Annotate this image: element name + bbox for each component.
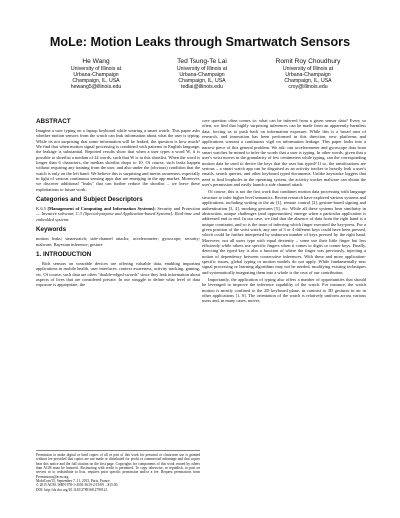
author-location: Champaign, IL, USA <box>284 78 332 85</box>
author-name: He Wang <box>82 58 110 65</box>
category-title: [Management of Computing and Information Systems]: <box>47 206 156 212</box>
body-paragraph: Importantly, the application of typing also offers a number of opportunities that should be leveraged to improve the inference capability of the watch. For instance, the watch motion is mostly confined to the 2D keyboard plane, in contrast to 3D gestures in air in other applications [1, 6]. The orientation of the watch is relatively uniform across various users and, in many cases, moves <box>202 276 366 304</box>
abstract-heading: ABSTRACT <box>36 118 71 125</box>
author-email: croy@illinois.edu <box>288 84 328 91</box>
author-name: Ted Tsung-Te Lai <box>177 58 227 65</box>
author-2 <box>150 58 254 90</box>
left-column <box>36 118 200 290</box>
intro-heading: 1. INTRODUCTION <box>36 250 92 258</box>
author-location: Champaign, IL, USA <box>178 78 226 85</box>
abstract-text: Imagine a user typing on a laptop keyboard while wearing a smart watch. This paper asks whether motion sensors from the watch can leak information about what the user is typing. While its not surprising that some information will be leaked, the question is how much? We find that when motion signal processing is combined with patterns in English language, the leakage is substantial. Reported results show that when a user types a word W, it is possible to shortlist a median of 24 words, such that W is in this shortlist. When the word is longer than 6 characters, the median shortlist drops to 10. Of course, such leaks happen without requiring any training from the user, and also under the (obvious) condition that the watch is only on the left hand. We believe this is surprising and merits awareness, especially in light of various continuous sensing apps that are emerging in the app market. Moreover, we discover additional "leaks" that can further reduce the shortlist – we leave these exploitations to future work. <box>36 128 200 192</box>
keywords-heading: Keywords <box>36 226 67 234</box>
footnote-venue: MobiCom'15, September 7–11, 2015, Paris, France. <box>36 479 111 484</box>
author-email: tedlai@illinois.edu <box>181 84 223 91</box>
author-org: Urbana-Champaign <box>73 72 119 79</box>
categories-text <box>36 206 200 222</box>
category-detail: Security and Protection — Invasive software; <box>36 206 201 217</box>
author-org: Urbana-Champaign <box>285 72 331 79</box>
author-affiliation: University of Illinois at <box>70 66 122 72</box>
copyright-footnote <box>36 450 200 492</box>
category-subject: C.3 [Special-purpose and Application-based Systems]: Real-time and embedded systems <box>36 211 201 222</box>
author-block <box>44 58 360 90</box>
categories-heading: Categories and Subject Descriptors <box>36 196 143 204</box>
author-org: Urbana-Champaign <box>179 72 225 79</box>
author-name: Romit Roy Choudhury <box>275 58 341 65</box>
author-email: hewang5@illinois.edu <box>70 84 122 91</box>
intro-paragraph: Rich sensors on wearable devices are offering valuable data, enabling important applications in mobile health, user interfaces, context awareness, activity tracking, gaming, etc. Of course, such data are often "double-edged swords" since they leak information about aspects of lives that are considered private. In our struggle to define what level of data exposure is appropriate, the <box>36 260 200 288</box>
author-1 <box>44 58 148 90</box>
author-location: Champaign, IL, USA <box>72 78 120 85</box>
body-paragraph: Of course, this is not the first work that combines motion data processing with language structure to infer higher level semantics. Recent research have explored various systems and applications, including writing in the air [1], remote control [2], gesture-based signing and authentication [3, 4], smoking gestures [5], etc. While all these systems bear similarity in abstraction, unique challenges (and opportunities) emerge when a particular application is addressed end to end. In our case, we find that the absence of data from the right hand is a unique constraint, and so is the issue of inferring which finger executed the key-press. For a given position of the wrist watch, any one of 3 or 4 different keys could have been pressed, which could be further interpreted by unknown number of keys pressed by the right hand. Moreover, not all users type with equal dexterity – some use their little finger but less efficiently while others use specific fingers when it comes to digits or corner keys. Finally, detecting the typed key is also a function of where the finger was previously, injecting a notion of dependency between consecutive inferences. With these and more application-specific issues, global typing or motion models do not apply. While fundamentally new signal processing or learning algorithms may not be needed, modifying existing techniques and systematically integrating them into a whole is the crux of our contribution. <box>202 189 366 275</box>
footnote-permission: Permission to make digital or hard copies of all or part of this work for personal or classroom use is granted without fee provided that copies are not made or distributed for profit or commercial advantage and that copies bear this notice and the full citation on the first page. Copyrights for components of this work owned by others than ACM must be honored. Abstracting with credit is permitted. To copy otherwise, or republish, to post on servers or to redistribute to lists, requires prior specific permission and/or a fee. Request permissions from Permissions@acm.org. <box>36 453 200 479</box>
right-column <box>202 118 366 306</box>
author-affiliation: University of Illinois at <box>282 66 334 72</box>
footnote-doi: DOI: http://dx.doi.org/10.1145/2789168.2790121. <box>36 487 109 492</box>
body-paragraph: core question often comes to: what can be inferred from a given sensor data? Every so often, we find that highly surprising inferences can be made from an apparently harmless data, forcing us to push back on information exposure. While this is a broad area of research, and innovation has been performed in this direction, new platforms and applications warrant a continuous vigil on information leakage. This paper looks into a narrow piece of this general problem. We ask: can accelerometer and gyroscope data from smart watches be mined to infer the words that a user is typing. In other words, given that a user's wrist moves in the granularity of few centimeters while typing, can the corresponding motion data be used to derive the keys that the user has typed? If so, the ramifications are serious – a smart watch app can be disguised as an activity tracker to heavily leak a user's emails, search queries, and other keyboard typed documents. Unlike keystroke loggers that need to find loopholes in the operating system, the activity tracker malware can obtain the user's permission and easily launch a side channel attack. <box>202 118 366 188</box>
keywords-text: motion leaks; smartwatch; side-channel attacks; accelerometer; gyroscope; security; malware; Bayesian inference; gesture <box>36 236 200 247</box>
author-affiliation: University of Illinois at <box>176 66 228 72</box>
author-3 <box>256 58 360 90</box>
category-code: K.6.5 <box>36 206 46 212</box>
paper-title: MoLe: Motion Leaks through Smartwatch Sensors <box>49 35 351 49</box>
footnote-copyright: © 2015 ACM. ISBN 978-1-4503-3619-2/15/09 ...$15.00. <box>36 483 119 488</box>
